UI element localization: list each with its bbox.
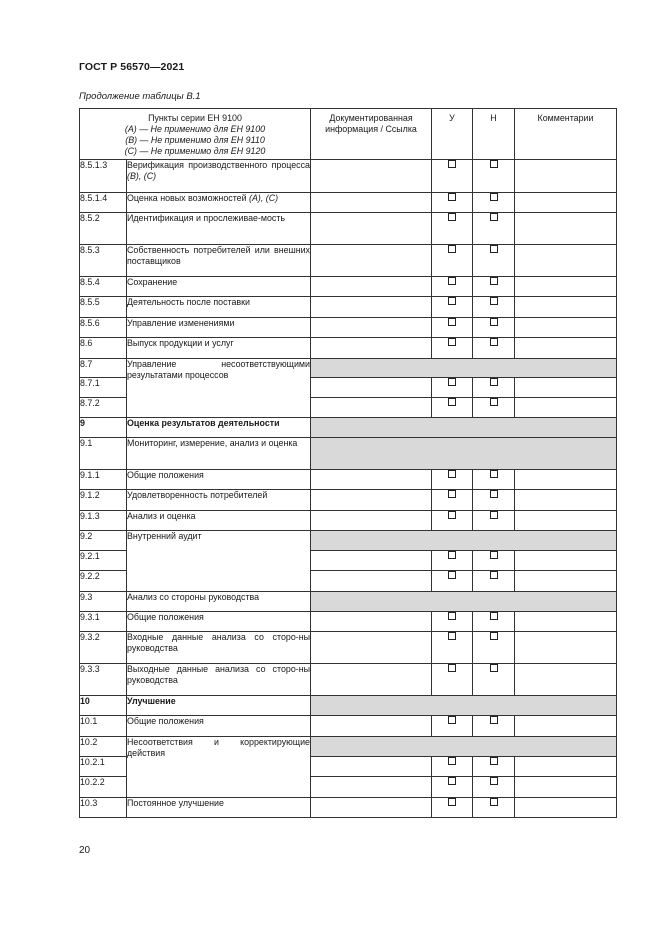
table-row bbox=[80, 612, 617, 632]
table-row bbox=[80, 318, 617, 338]
row-name: Общие положения bbox=[127, 470, 311, 490]
row-flags: (B), (C) bbox=[127, 171, 157, 181]
row-code: 8.5.3 bbox=[80, 245, 127, 277]
row-doc-cell[interactable] bbox=[311, 245, 432, 277]
row-y-cell[interactable] bbox=[432, 398, 473, 418]
row-doc-cell[interactable] bbox=[311, 757, 432, 777]
gray-section-cell bbox=[311, 592, 617, 612]
row-code: 9 bbox=[80, 418, 127, 438]
row-code: 10.2.1 bbox=[80, 757, 127, 777]
row-comment-cell[interactable] bbox=[515, 470, 617, 490]
row-name: Выходные данные анализа со сторо-ны руководства bbox=[127, 664, 311, 696]
table-row bbox=[80, 664, 617, 696]
row-code: 8.5.1.4 bbox=[80, 193, 127, 213]
table-row bbox=[80, 359, 617, 378]
page-number: 20 bbox=[79, 845, 91, 856]
row-n-cell[interactable] bbox=[473, 757, 515, 777]
row-comment-cell[interactable] bbox=[515, 297, 617, 318]
row-y-cell[interactable] bbox=[432, 798, 473, 818]
gray-section-cell bbox=[311, 737, 617, 757]
checkbox-n[interactable] bbox=[490, 632, 498, 640]
row-y-cell[interactable] bbox=[432, 245, 473, 277]
row-doc-cell[interactable] bbox=[311, 470, 432, 490]
row-name bbox=[127, 193, 311, 213]
checkbox-n[interactable] bbox=[490, 193, 498, 201]
row-name: Идентификация и прослеживае-мость bbox=[127, 213, 311, 245]
row-n-cell[interactable] bbox=[473, 571, 515, 592]
row-code: 10.2 bbox=[80, 737, 127, 757]
table-row bbox=[80, 490, 617, 511]
row-y-cell[interactable] bbox=[432, 777, 473, 798]
row-n-cell[interactable] bbox=[473, 664, 515, 696]
row-y-cell[interactable] bbox=[432, 193, 473, 213]
row-name: Постоянное улучшение bbox=[127, 798, 311, 818]
table-row bbox=[80, 297, 617, 318]
row-code: 8.5.6 bbox=[80, 318, 127, 338]
row-n-cell[interactable] bbox=[473, 245, 515, 277]
row-comment-cell[interactable] bbox=[515, 798, 617, 818]
row-doc-cell[interactable] bbox=[311, 318, 432, 338]
row-doc-cell[interactable] bbox=[311, 612, 432, 632]
row-name: Входные данные анализа со сторо-ны руководства bbox=[127, 632, 311, 664]
checkbox-n[interactable] bbox=[490, 551, 498, 559]
row-doc-cell[interactable] bbox=[311, 716, 432, 737]
checkbox-y[interactable] bbox=[448, 612, 456, 620]
checkbox-n[interactable] bbox=[490, 511, 498, 519]
header-comments: Комментарии bbox=[515, 109, 617, 160]
gray-section-cell bbox=[311, 531, 617, 551]
checkbox-n[interactable] bbox=[490, 245, 498, 253]
checkbox-y[interactable] bbox=[448, 571, 456, 579]
row-y-cell[interactable] bbox=[432, 664, 473, 696]
row-doc-cell[interactable] bbox=[311, 160, 432, 193]
row-y-cell[interactable] bbox=[432, 490, 473, 511]
table-caption: Продолжение таблицы В.1 bbox=[79, 91, 201, 102]
row-comment-cell[interactable] bbox=[515, 571, 617, 592]
row-code: 9.1.3 bbox=[80, 511, 127, 531]
checkbox-n[interactable] bbox=[490, 213, 498, 221]
table-row bbox=[80, 160, 617, 193]
table-row bbox=[80, 511, 617, 531]
table-row bbox=[80, 438, 617, 470]
table-row bbox=[80, 531, 617, 551]
row-code: 9.2.1 bbox=[80, 551, 127, 571]
row-y-cell[interactable] bbox=[432, 160, 473, 193]
checkbox-n[interactable] bbox=[490, 318, 498, 326]
checkbox-y[interactable] bbox=[448, 318, 456, 326]
row-code: 9.3 bbox=[80, 592, 127, 612]
table-row bbox=[80, 470, 617, 490]
table-row bbox=[80, 213, 617, 245]
row-name: Управление несоответствующими результатами процессов bbox=[127, 359, 311, 418]
row-flags: (A), (C) bbox=[249, 193, 279, 203]
row-y-cell[interactable] bbox=[432, 338, 473, 359]
row-code: 9.3.1 bbox=[80, 612, 127, 632]
row-n-cell[interactable] bbox=[473, 716, 515, 737]
row-n-cell[interactable] bbox=[473, 798, 515, 818]
row-n-cell[interactable] bbox=[473, 612, 515, 632]
checkbox-n[interactable] bbox=[490, 571, 498, 579]
row-code: 9.3.2 bbox=[80, 632, 127, 664]
row-name: Анализ и оценка bbox=[127, 511, 311, 531]
row-y-cell[interactable] bbox=[432, 318, 473, 338]
table-row bbox=[80, 632, 617, 664]
row-comment-cell[interactable] bbox=[515, 398, 617, 418]
table-row bbox=[80, 737, 617, 757]
gray-section-cell bbox=[311, 418, 617, 438]
row-doc-cell[interactable] bbox=[311, 193, 432, 213]
table-row bbox=[80, 592, 617, 612]
row-name: Анализ со стороны руководства bbox=[127, 592, 311, 612]
row-code: 8.5.2 bbox=[80, 213, 127, 245]
row-name: Улучшение bbox=[127, 696, 311, 716]
row-name: Несоответствия и корректирующие действия bbox=[127, 737, 311, 798]
checkbox-n[interactable] bbox=[490, 398, 498, 406]
row-name: Удовлетворенность потребителей bbox=[127, 490, 311, 511]
row-code: 8.6 bbox=[80, 338, 127, 359]
checkbox-n[interactable] bbox=[490, 470, 498, 478]
row-n-cell[interactable] bbox=[473, 511, 515, 531]
checkbox-y[interactable] bbox=[448, 213, 456, 221]
row-n-cell[interactable] bbox=[473, 551, 515, 571]
row-doc-cell[interactable] bbox=[311, 571, 432, 592]
row-y-cell[interactable] bbox=[432, 213, 473, 245]
checkbox-y[interactable] bbox=[448, 511, 456, 519]
row-comment-cell[interactable] bbox=[515, 160, 617, 193]
checkbox-n[interactable] bbox=[490, 297, 498, 305]
table-row bbox=[80, 277, 617, 297]
row-n-cell[interactable] bbox=[473, 193, 515, 213]
row-doc-cell[interactable] bbox=[311, 378, 432, 398]
row-n-cell[interactable] bbox=[473, 318, 515, 338]
row-n-cell[interactable] bbox=[473, 297, 515, 318]
row-n-cell[interactable] bbox=[473, 470, 515, 490]
row-name-text: Верификация производственного процесса bbox=[127, 160, 310, 170]
row-name: Внутренний аудит bbox=[127, 531, 311, 592]
row-doc-cell[interactable] bbox=[311, 213, 432, 245]
checkbox-y[interactable] bbox=[448, 716, 456, 724]
row-y-cell[interactable] bbox=[432, 612, 473, 632]
row-doc-cell[interactable] bbox=[311, 297, 432, 318]
header-items-note-b: (B) — Не применимо для ЕН 9110 bbox=[125, 135, 265, 145]
row-code: 10.3 bbox=[80, 798, 127, 818]
row-name: Выпуск продукции и услуг bbox=[127, 338, 311, 359]
table-row bbox=[80, 245, 617, 277]
checkbox-y[interactable] bbox=[448, 490, 456, 498]
row-comment-cell[interactable] bbox=[515, 777, 617, 798]
row-code: 9.3.3 bbox=[80, 664, 127, 696]
checkbox-n[interactable] bbox=[490, 378, 498, 386]
row-code: 10.1 bbox=[80, 716, 127, 737]
checkbox-n[interactable] bbox=[490, 338, 498, 346]
checkbox-n[interactable] bbox=[490, 757, 498, 765]
row-y-cell[interactable] bbox=[432, 277, 473, 297]
checkbox-y[interactable] bbox=[448, 664, 456, 672]
row-y-cell[interactable] bbox=[432, 716, 473, 737]
row-code: 8.7 bbox=[80, 359, 127, 378]
row-code: 9.1.2 bbox=[80, 490, 127, 511]
checkbox-y[interactable] bbox=[448, 297, 456, 305]
row-doc-cell[interactable] bbox=[311, 664, 432, 696]
checkbox-y[interactable] bbox=[448, 160, 456, 168]
row-doc-cell[interactable] bbox=[311, 490, 432, 511]
row-name: Общие положения bbox=[127, 716, 311, 737]
table-row bbox=[80, 418, 617, 438]
table-header-row bbox=[80, 109, 617, 160]
row-comment-cell[interactable] bbox=[515, 551, 617, 571]
row-y-cell[interactable] bbox=[432, 297, 473, 318]
row-y-cell[interactable] bbox=[432, 378, 473, 398]
checkbox-n[interactable] bbox=[490, 664, 498, 672]
row-comment-cell[interactable] bbox=[515, 338, 617, 359]
row-code: 8.7.2 bbox=[80, 398, 127, 418]
checkbox-n[interactable] bbox=[490, 612, 498, 620]
checkbox-n[interactable] bbox=[490, 777, 498, 785]
row-name-text: Оценка новых возможностей bbox=[127, 193, 250, 203]
checkbox-y[interactable] bbox=[448, 798, 456, 806]
row-y-cell[interactable] bbox=[432, 470, 473, 490]
header-y: У bbox=[432, 109, 473, 160]
row-y-cell[interactable] bbox=[432, 511, 473, 531]
checkbox-y[interactable] bbox=[448, 193, 456, 201]
row-comment-cell[interactable] bbox=[515, 318, 617, 338]
row-name: Деятельность после поставки bbox=[127, 297, 311, 318]
table-row bbox=[80, 798, 617, 818]
row-n-cell[interactable] bbox=[473, 378, 515, 398]
row-comment-cell[interactable] bbox=[515, 757, 617, 777]
table-row bbox=[80, 193, 617, 213]
row-comment-cell[interactable] bbox=[515, 213, 617, 245]
row-n-cell[interactable] bbox=[473, 160, 515, 193]
row-code: 9.2.2 bbox=[80, 571, 127, 592]
checkbox-y[interactable] bbox=[448, 277, 456, 285]
header-items-note-c: (C) — Не применимо для ЕН 9120 bbox=[124, 146, 266, 156]
row-y-cell[interactable] bbox=[432, 571, 473, 592]
checkbox-y[interactable] bbox=[448, 777, 456, 785]
checkbox-y[interactable] bbox=[448, 632, 456, 640]
row-code: 9.1.1 bbox=[80, 470, 127, 490]
row-code: 8.7.1 bbox=[80, 378, 127, 398]
row-doc-cell[interactable] bbox=[311, 632, 432, 664]
checkbox-n[interactable] bbox=[490, 716, 498, 724]
row-n-cell[interactable] bbox=[473, 213, 515, 245]
row-name: Управление изменениями bbox=[127, 318, 311, 338]
table-row bbox=[80, 716, 617, 737]
row-comment-cell[interactable] bbox=[515, 378, 617, 398]
table-row bbox=[80, 696, 617, 716]
row-comment-cell[interactable] bbox=[515, 511, 617, 531]
row-name: Оценка результатов деятельности bbox=[127, 418, 311, 438]
table-row bbox=[80, 338, 617, 359]
row-doc-cell[interactable] bbox=[311, 798, 432, 818]
row-name: Собственность потребителей или внешних поставщиков bbox=[127, 245, 311, 277]
checkbox-y[interactable] bbox=[448, 378, 456, 386]
row-comment-cell[interactable] bbox=[515, 716, 617, 737]
row-n-cell[interactable] bbox=[473, 777, 515, 798]
checkbox-y[interactable] bbox=[448, 551, 456, 559]
row-y-cell[interactable] bbox=[432, 632, 473, 664]
gray-section-cell bbox=[311, 696, 617, 716]
row-comment-cell[interactable] bbox=[515, 245, 617, 277]
document-header: ГОСТ Р 56570—2021 bbox=[79, 61, 185, 73]
row-n-cell[interactable] bbox=[473, 338, 515, 359]
row-name: Сохранение bbox=[127, 277, 311, 297]
row-doc-cell[interactable] bbox=[311, 338, 432, 359]
header-doc: Документированная информация / Ссылка bbox=[311, 109, 432, 160]
row-y-cell[interactable] bbox=[432, 757, 473, 777]
row-n-cell[interactable] bbox=[473, 277, 515, 297]
row-code: 8.5.5 bbox=[80, 297, 127, 318]
row-name: Мониторинг, измерение, анализ и оценка bbox=[127, 438, 311, 470]
checkbox-n[interactable] bbox=[490, 160, 498, 168]
header-items-title: Пункты серии ЕН 9100 bbox=[148, 113, 242, 123]
row-n-cell[interactable] bbox=[473, 632, 515, 664]
gray-section-cell bbox=[311, 359, 617, 378]
checkbox-y[interactable] bbox=[448, 338, 456, 346]
row-comment-cell[interactable] bbox=[515, 490, 617, 511]
requirements-table bbox=[79, 108, 617, 818]
row-name bbox=[127, 160, 311, 193]
row-comment-cell[interactable] bbox=[515, 193, 617, 213]
row-name: Общие положения bbox=[127, 612, 311, 632]
row-n-cell[interactable] bbox=[473, 398, 515, 418]
checkbox-y[interactable] bbox=[448, 757, 456, 765]
checkbox-n[interactable] bbox=[490, 490, 498, 498]
row-comment-cell[interactable] bbox=[515, 612, 617, 632]
row-comment-cell[interactable] bbox=[515, 632, 617, 664]
row-code: 8.5.1.3 bbox=[80, 160, 127, 193]
row-comment-cell[interactable] bbox=[515, 277, 617, 297]
row-code: 10.2.2 bbox=[80, 777, 127, 798]
checkbox-n[interactable] bbox=[490, 277, 498, 285]
checkbox-y[interactable] bbox=[448, 470, 456, 478]
row-code: 8.5.4 bbox=[80, 277, 127, 297]
row-doc-cell[interactable] bbox=[311, 551, 432, 571]
row-doc-cell[interactable] bbox=[311, 777, 432, 798]
row-code: 9.2 bbox=[80, 531, 127, 551]
row-n-cell[interactable] bbox=[473, 490, 515, 511]
checkbox-y[interactable] bbox=[448, 398, 456, 406]
header-items bbox=[80, 109, 311, 160]
gray-section-cell bbox=[311, 438, 617, 470]
row-code: 10 bbox=[80, 696, 127, 716]
header-n: Н bbox=[473, 109, 515, 160]
row-doc-cell[interactable] bbox=[311, 277, 432, 297]
row-comment-cell[interactable] bbox=[515, 664, 617, 696]
row-doc-cell[interactable] bbox=[311, 398, 432, 418]
row-doc-cell[interactable] bbox=[311, 511, 432, 531]
row-code: 9.1 bbox=[80, 438, 127, 470]
header-items-note-a: (A) — Не применимо для ЕН 9100 bbox=[124, 124, 266, 134]
checkbox-n[interactable] bbox=[490, 798, 498, 806]
row-y-cell[interactable] bbox=[432, 551, 473, 571]
checkbox-y[interactable] bbox=[448, 245, 456, 253]
